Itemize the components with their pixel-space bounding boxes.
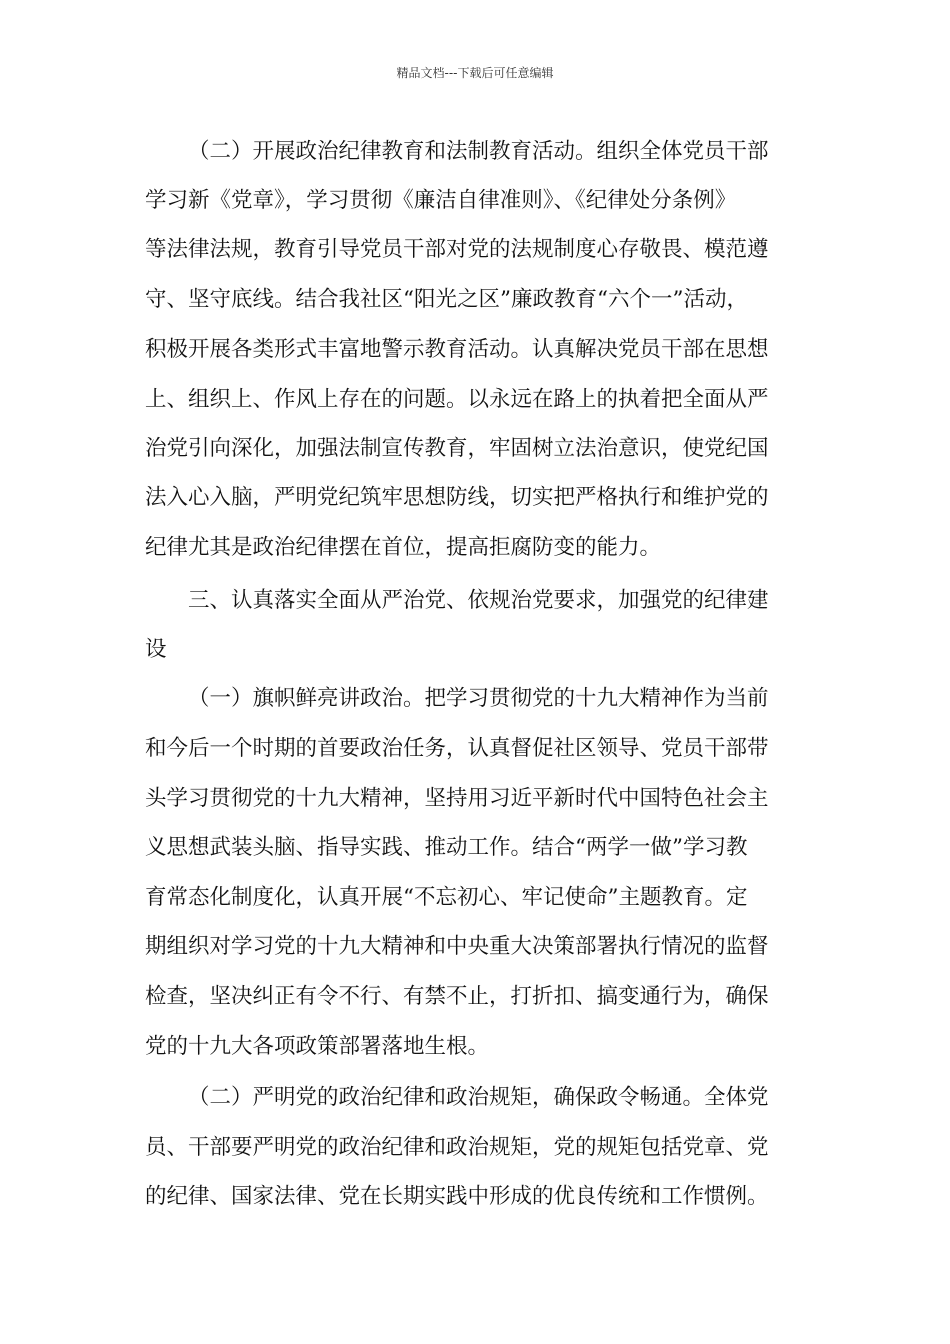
- body-line: 治党引向深化，加强法制宣传教育，牢固树立法治意识，使党纪国: [145, 436, 769, 461]
- body-line: 和今后一个时期的首要政治任务，认真督促社区领导、党员干部带: [145, 736, 769, 761]
- body-line: 纪律尤其是政治纪律摆在首位，提高拒腐防变的能力。: [145, 535, 662, 560]
- body-line: 育常态化制度化，认真开展“不忘初心、牢记使命”主题教育。定: [145, 885, 748, 910]
- page-header: 精品文档---下载后可任意编辑: [396, 66, 554, 80]
- body-line: 头学习贯彻党的十九大精神，坚持用习近平新时代中国特色社会主: [145, 786, 769, 811]
- body-line: 法入心入脑，严明党纪筑牢思想防线，切实把严格执行和维护党的: [145, 485, 769, 510]
- section-heading: 三、认真落实全面从严治党、依规治党要求，加强党的纪律建: [188, 588, 769, 613]
- body-line: 期组织对学习党的十九大精神和中央重大决策部署执行情况的监督: [145, 934, 769, 959]
- body-line: 员、干部要严明党的政治纪律和政治规矩，党的规矩包括党章、党: [145, 1135, 769, 1160]
- body-line: 的纪律、国家法律、党在长期实践中形成的优良传统和工作惯例。: [145, 1184, 769, 1209]
- body-line: 上、组织上、作风上存在的问题。以永远在路上的执着把全面从严: [145, 387, 769, 412]
- body-line: 党的十九大各项政策部署落地生根。: [145, 1034, 490, 1059]
- body-line: 义思想武装头脑、指导实践、推动工作。结合“两学一做”学习教: [145, 835, 748, 860]
- body-line: 积极开展各类形式丰富地警示教育活动。认真解决党员干部在思想: [145, 337, 769, 362]
- body-line: （一）旗帜鲜亮讲政治。把学习贯彻党的十九大精神作为当前: [188, 686, 769, 711]
- body-line: （二）严明党的政治纪律和政治规矩，确保政令畅通。全体党: [188, 1085, 769, 1110]
- body-line: 学习新《党章》，学习贯彻《廉洁自律准则》、《纪律处分条例》: [145, 188, 737, 213]
- body-line: 检查，坚决纠正有令不行、有禁不止，打折扣、搞变通行为，确保: [145, 984, 769, 1009]
- section-heading-continued: 设: [145, 637, 167, 662]
- body-line: 等法律法规，教育引导党员干部对党的法规制度心存敬畏、模范遵: [145, 237, 769, 262]
- body-line: 守、坚守底线。结合我社区“阳光之区”廉政教育“六个一”活动，: [145, 287, 748, 312]
- body-line: （二）开展政治纪律教育和法制教育活动。组织全体党员干部: [188, 139, 769, 164]
